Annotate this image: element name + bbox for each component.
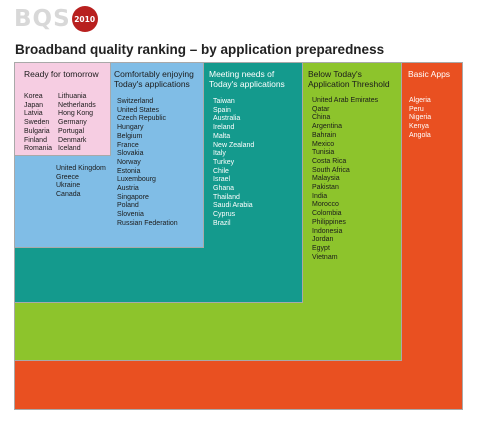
country-label: Romania (24, 145, 53, 153)
category-label-line: Below Today's (308, 69, 362, 79)
country-label: Poland (117, 202, 139, 210)
country-list-comfortably-enjoying (117, 98, 178, 229)
country-label: Philippines (312, 218, 346, 226)
country-label: Chile (213, 167, 229, 175)
country-label: Angola (409, 131, 431, 139)
category-label-line: Meeting needs of (209, 69, 275, 79)
country-label: Lithuania (58, 93, 87, 100)
country-label: Argentina (312, 123, 342, 131)
country-label: Iceland (58, 145, 81, 153)
country-label: Algeria (409, 97, 431, 104)
country-label: Ukraine (56, 182, 81, 190)
country-label: Switzerland (117, 98, 154, 105)
country-label: Australia (213, 115, 241, 123)
country-label: Taiwan (213, 98, 235, 105)
country-label: Pakistan (312, 184, 339, 192)
country-label: Tunisia (312, 149, 335, 157)
bqs-logo (14, 4, 98, 34)
country-column-left (24, 93, 52, 154)
category-label-line: Basic Apps (408, 69, 451, 79)
country-label: Bahrain (312, 131, 337, 139)
country-label: Denmark (58, 136, 87, 144)
country-label: Israel (213, 176, 231, 184)
country-label: Estonia (117, 167, 141, 175)
country-label: Kenya (409, 123, 429, 131)
country-label: Nigeria (409, 114, 432, 122)
country-label: Czech Republic (117, 115, 167, 123)
category-label-below-threshold (308, 69, 390, 89)
country-label: Singapore (117, 193, 149, 201)
country-label: Turkey (213, 158, 235, 166)
country-label: Jordan (312, 236, 334, 244)
country-label: Malaysia (312, 175, 340, 183)
country-label: Finland (24, 136, 47, 144)
chart-title: Broadband quality ranking – by application preparedness (15, 42, 385, 57)
country-list-meeting-needs (213, 98, 254, 229)
country-list-ready-for-tomorrow-extra (56, 165, 106, 200)
country-label: Canada (56, 191, 81, 199)
country-label: Netherlands (58, 101, 96, 109)
country-label: Greece (56, 173, 79, 181)
country-label: Egypt (312, 244, 330, 252)
country-label: Japan (24, 101, 44, 109)
country-label: Hungary (117, 124, 144, 132)
logo-badge: 2010 (72, 6, 98, 32)
country-label: Austria (117, 185, 139, 193)
country-label: Peru (409, 105, 424, 113)
country-label: Slovakia (117, 150, 144, 158)
country-label: New Zealand (213, 141, 255, 149)
country-column-right (58, 93, 96, 154)
country-label: Russian Federation (117, 219, 178, 227)
country-label: France (117, 141, 139, 149)
country-label: Morocco (312, 201, 339, 209)
country-label: Sweden (24, 119, 50, 127)
country-label: United Kingdom (56, 165, 106, 172)
country-label: Germany (58, 119, 87, 127)
country-label: Portugal (58, 127, 85, 135)
country-label: Luxembourg (117, 176, 156, 184)
country-label: Ireland (213, 124, 235, 132)
country-label: India (312, 192, 328, 200)
country-label: South Africa (312, 166, 350, 174)
country-label: Colombia (312, 210, 342, 218)
country-label: Qatar (312, 105, 330, 113)
category-label-line: Comfortably enjoying (114, 69, 194, 79)
country-label: Hong Kong (58, 110, 94, 118)
country-label: Bulgaria (24, 127, 50, 135)
country-label: Latvia (24, 110, 43, 118)
country-label: Thailand (213, 193, 240, 201)
country-label: Slovenia (117, 211, 144, 219)
logo-text: BQS (14, 5, 71, 32)
category-label-line: Application Threshold (308, 79, 390, 89)
category-label-comfortably-enjoying (114, 69, 194, 89)
country-label: Norway (117, 158, 141, 166)
country-label: Indonesia (312, 227, 343, 235)
country-label: Italy (213, 150, 226, 158)
country-label: Saudi Arabia (213, 202, 253, 210)
country-label: Costa Rica (312, 157, 347, 165)
country-label: United Arab Emirates (312, 97, 379, 104)
country-label: Korea (24, 93, 43, 100)
category-label-line: Today's applications (114, 79, 190, 89)
country-label: Brazil (213, 219, 231, 227)
country-list-ready-for-tomorrow (24, 93, 96, 154)
country-label: Vietnam (312, 253, 338, 261)
country-label: Malta (213, 132, 231, 140)
category-label-meeting-needs (209, 69, 285, 89)
country-label: Cyprus (213, 211, 236, 219)
country-list-below-threshold (312, 97, 378, 262)
country-label: United States (117, 106, 160, 114)
country-label: Ghana (213, 185, 235, 193)
country-label: China (312, 114, 331, 122)
country-label: Mexico (312, 140, 335, 148)
category-label-line: Today's applications (209, 79, 285, 89)
category-label-basic-apps (408, 69, 450, 79)
country-list-basic-apps (409, 97, 431, 141)
country-label: Belgium (117, 132, 143, 140)
category-label-ready-for-tomorrow: Ready for tomorrow (24, 69, 99, 79)
country-label: Spain (213, 106, 231, 114)
